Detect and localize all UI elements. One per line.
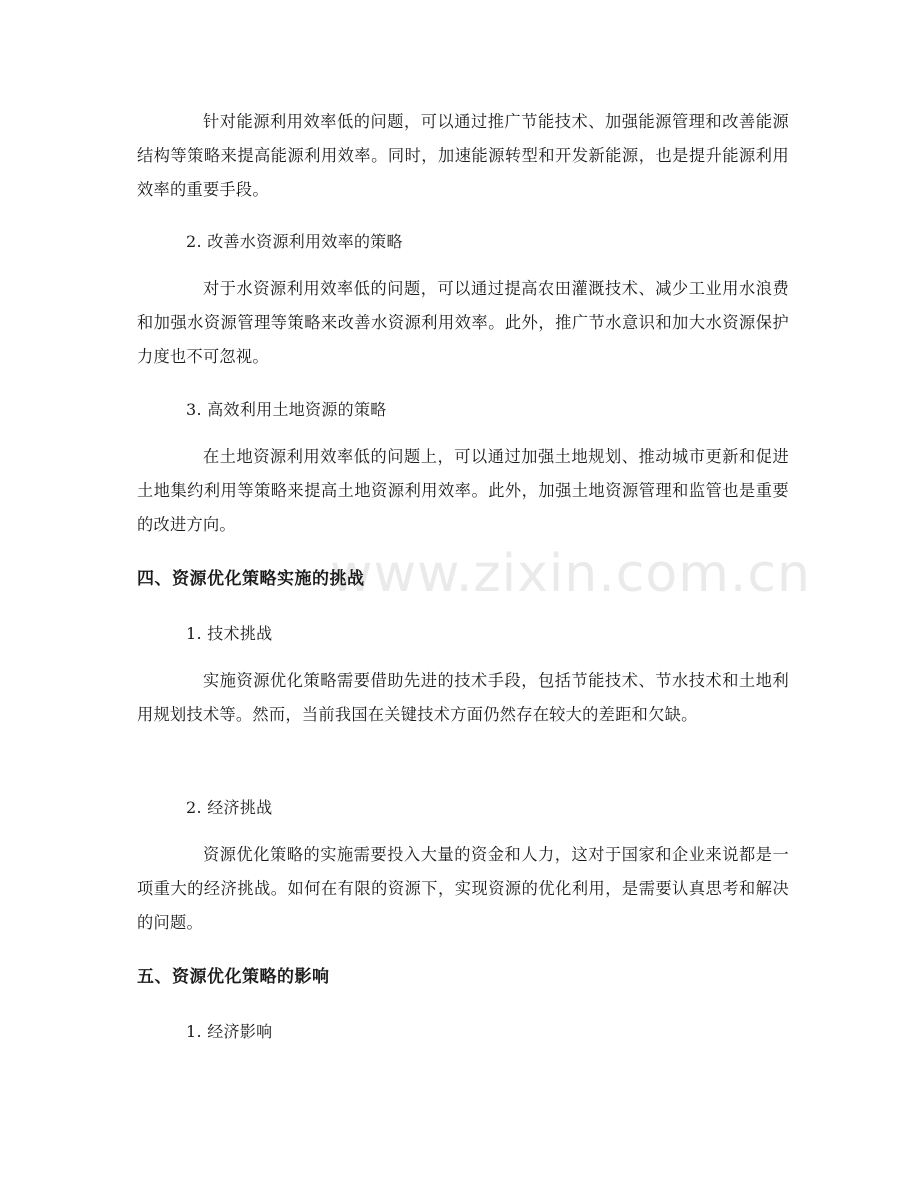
subheading-water-strategy: 2. 改善水资源利用效率的策略 (186, 232, 403, 251)
paragraph-land-efficiency: 在土地资源利用效率低的问题上，可以通过加强土地规划、推动城市更新和促进土地集约利用等策略来提高土地资源利用效率。此外，加强土地资源管理和监管也是重要的改进方向。 (137, 447, 789, 534)
paragraph-energy-efficiency: 针对能源利用效率低的问题，可以通过推广节能技术、加强能源管理和改善能源结构等策略来提高能源利用效率。同时，加速能源转型和开发新能源，也是提升能源利用效率的重要手段。 (137, 112, 789, 199)
subheading-economic-impact: 1. 经济影响 (186, 1022, 273, 1041)
paragraph-economic-challenge: 资源优化策略的实施需要投入大量的资金和人力，这对于国家和企业来说都是一项重大的经济挑战。如何在有限的资源下，实现资源的优化利用，是需要认真思考和解决的问题。 (137, 845, 789, 932)
paragraph-tech-challenge: 实施资源优化策略需要借助先进的技术手段，包括节能技术、节水技术和土地利用规划技术等。然而，当前我国在关键技术方面仍然存在较大的差距和欠缺。 (137, 671, 789, 724)
subheading-economic-challenge: 2. 经济挑战 (186, 798, 273, 817)
subheading-tech-challenge: 1. 技术挑战 (186, 624, 273, 643)
paragraph-water-efficiency: 对于水资源利用效率低的问题，可以通过提高农田灌溉技术、减少工业用水浪费和加强水资源管理等策略来改善水资源利用效率。此外，推广节水意识和加大水资源保护力度也不可忽视。 (137, 279, 789, 366)
section-heading-impact: 五、资源优化策略的影响 (137, 967, 330, 987)
subheading-land-strategy: 3. 高效利用土地资源的策略 (186, 400, 387, 419)
section-heading-challenges: 四、资源优化策略实施的挑战 (137, 569, 365, 589)
watermark: www.zixin.com.cn (330, 544, 811, 604)
